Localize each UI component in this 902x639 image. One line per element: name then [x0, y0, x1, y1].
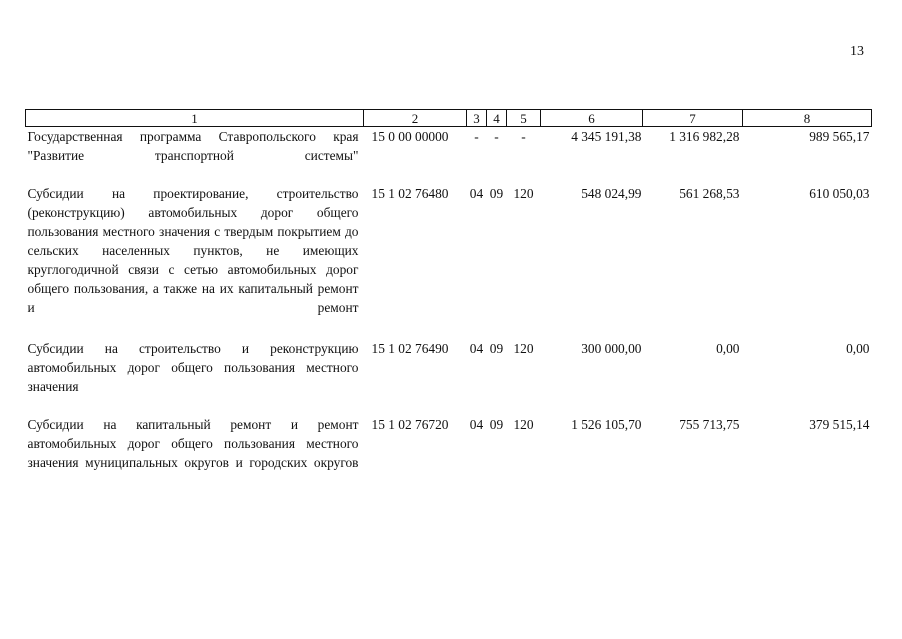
header-cell-8: 8 — [743, 110, 872, 127]
row-vr: 120 — [513, 186, 534, 201]
row-year1: 548 024,99 — [581, 186, 642, 201]
row-csr: 15 1 02 76480 — [371, 186, 449, 201]
table-body — [26, 127, 872, 494]
row-pr: 09 — [489, 186, 504, 201]
row-csr: 15 1 02 76720 — [371, 417, 449, 432]
row-year1: 4 345 191,38 — [571, 129, 642, 144]
header-cell-1: 1 — [26, 110, 364, 127]
row-vr: - — [521, 129, 526, 144]
row-rz: 04 — [469, 341, 484, 356]
row-pr: - — [494, 129, 499, 144]
row-pr: 09 — [489, 417, 504, 432]
table-header — [26, 110, 872, 127]
row-name: Субсидии на проектирование, строительство (реконструкцию) автомобильных дорог общего пользования местного значения с твердым покрытием до сельских населенных пунктов, не имеющих круглогодичной связи с сетью автомобильных дорог общего пользования, а также на их капитальный ремонт и ремонт — [27, 186, 359, 315]
row-name: Субсидии на строительство и реконструкцию автомобильных дорог общего пользования местного значения — [27, 341, 359, 394]
row-rz: 04 — [469, 417, 484, 432]
row-year3: 379 515,14 — [809, 417, 870, 432]
row-pr: 09 — [489, 341, 504, 356]
table-row — [26, 127, 872, 185]
row-year1: 1 526 105,70 — [571, 417, 642, 432]
row-vr: 120 — [513, 417, 534, 432]
row-name: Государственная программа Ставропольского края "Развитие транспортной системы" — [27, 129, 359, 163]
header-cell-5: 5 — [507, 110, 541, 127]
row-year3: 610 050,03 — [809, 186, 870, 201]
table-row — [26, 415, 872, 493]
row-year2: 755 713,75 — [679, 417, 740, 432]
header-cell-4: 4 — [487, 110, 507, 127]
budget-table — [25, 109, 872, 493]
header-cell-7: 7 — [643, 110, 743, 127]
table-row — [26, 184, 872, 339]
row-rz: 04 — [469, 186, 484, 201]
page-number: 13 — [850, 44, 864, 59]
row-year1: 300 000,00 — [581, 341, 642, 356]
header-cell-2: 2 — [364, 110, 467, 127]
header-cell-3: 3 — [467, 110, 487, 127]
row-rz: - — [474, 129, 479, 144]
row-year3: 0,00 — [846, 341, 870, 356]
header-cell-6: 6 — [541, 110, 643, 127]
row-year3: 989 565,17 — [809, 129, 870, 144]
table-row — [26, 339, 872, 415]
row-name: Субсидии на капитальный ремонт и ремонт автомобильных дорог общего пользования местного значения муниципальных округов и городских округов — [27, 417, 359, 470]
row-year2: 561 268,53 — [679, 186, 740, 201]
header-row — [26, 110, 872, 127]
row-year2: 0,00 — [716, 341, 740, 356]
row-csr: 15 0 00 00000 — [371, 129, 449, 144]
row-vr: 120 — [513, 341, 534, 356]
row-year2: 1 316 982,28 — [669, 129, 740, 144]
row-csr: 15 1 02 76490 — [371, 341, 449, 356]
